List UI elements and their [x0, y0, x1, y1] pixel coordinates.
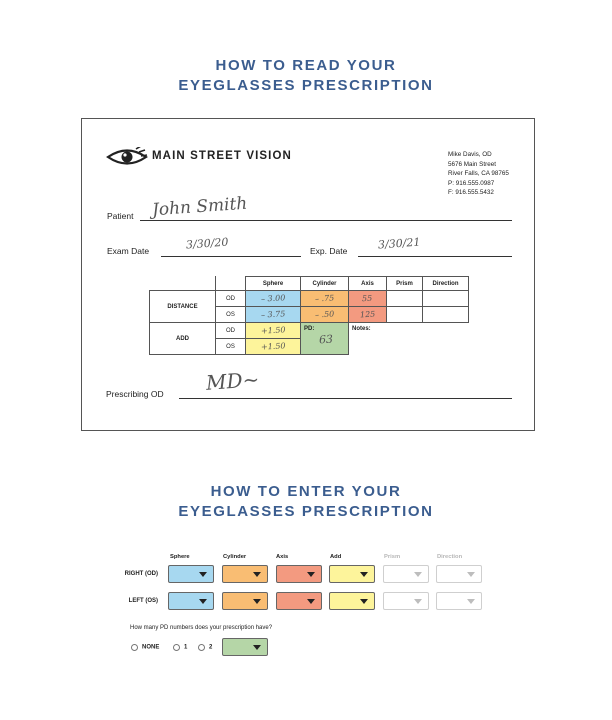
right-cylinder-select[interactable] [222, 565, 268, 583]
exam-date-label: Exam Date [107, 246, 150, 256]
enter-heading-line1: HOW TO ENTER YOUR [210, 483, 402, 500]
left-sphere-select[interactable] [168, 592, 214, 610]
exam-date-handwriting: 3/30/20 [185, 235, 229, 252]
left-add-select[interactable] [329, 592, 375, 610]
distance-os-prism [387, 307, 423, 323]
pd-select[interactable] [222, 638, 268, 656]
chevron-down-icon [467, 572, 475, 577]
exam-date-line [161, 256, 301, 257]
table-corner-eye [216, 277, 246, 291]
prescription-card [81, 118, 535, 431]
enter-prescription-heading [0, 482, 612, 522]
form-header-prism: Prism [384, 554, 401, 560]
distance-os-axis-value: 125 [359, 309, 376, 320]
distance-od-prism [387, 291, 423, 307]
doctor-street: 5676 Main Street [448, 160, 496, 168]
pd-option-none[interactable] [131, 644, 159, 651]
chevron-down-icon [253, 599, 261, 604]
pd-option-1-label: 1 [184, 644, 188, 651]
table-corner [150, 277, 216, 291]
chevron-down-icon [414, 572, 422, 577]
read-prescription-heading [0, 56, 612, 96]
distance-os-cylinder [301, 307, 349, 323]
exp-date-line [358, 256, 512, 257]
distance-od-sphere [246, 291, 301, 307]
form-header-add: Add [330, 554, 342, 560]
distance-od-cylinder-value: – .75 [314, 293, 335, 304]
doctor-name: Mike Davis, OD [448, 151, 492, 158]
chevron-down-icon [360, 572, 368, 577]
right-sphere-select[interactable] [168, 565, 214, 583]
radio-icon[interactable] [198, 644, 205, 651]
chevron-down-icon [253, 572, 261, 577]
right-add-select[interactable] [329, 565, 375, 583]
distance-od-direction [423, 291, 469, 307]
chevron-down-icon [467, 599, 475, 604]
form-header-direction: Direction [437, 554, 463, 560]
signature: MD~ [205, 367, 261, 395]
doctor-fax: F: 916.555.5432 [448, 189, 494, 197]
read-heading-line2: EYEGLASSES PRESCRIPTION [178, 77, 434, 94]
distance-os-direction [423, 307, 469, 323]
pd-label: PD: [304, 326, 315, 332]
form-header-axis: Axis [276, 554, 289, 560]
brand-name: MAIN STREET VISION [152, 150, 292, 162]
add-od-value-cell [246, 323, 301, 339]
header-sphere: Sphere [246, 277, 301, 291]
patient-line [140, 220, 512, 221]
prescribing-od-line [179, 398, 512, 399]
left-cylinder-select[interactable] [222, 592, 268, 610]
pd-option-2[interactable] [198, 644, 212, 651]
distance-os-label: OS [216, 307, 246, 323]
distance-od-axis [349, 291, 387, 307]
add-os-value: +1.50 [260, 341, 286, 352]
pd-cell [301, 323, 349, 355]
distance-label: DISTANCE [150, 291, 216, 323]
doctor-city: River Falls, CA 98765 [448, 170, 509, 178]
pd-option-1[interactable] [173, 644, 187, 651]
radio-icon[interactable] [131, 644, 138, 651]
pd-question: How many PD numbers does your prescription have? [130, 625, 273, 631]
form-header-sphere: Sphere [170, 554, 190, 560]
doctor-info [448, 150, 509, 198]
chevron-down-icon [307, 572, 315, 577]
eye-logo-icon [106, 147, 148, 167]
pd-value: 63 [318, 332, 334, 347]
header-direction: Direction [423, 277, 469, 291]
radio-icon[interactable] [173, 644, 180, 651]
chevron-down-icon [414, 599, 422, 604]
chevron-down-icon [253, 645, 261, 650]
chevron-down-icon [360, 599, 368, 604]
distance-od-label: OD [216, 291, 246, 307]
patient-label: Patient [107, 211, 134, 221]
patient-name-handwriting: John Smith [151, 193, 248, 221]
distance-os-sphere-value: – 3.75 [260, 309, 286, 320]
enter-heading-line2: EYEGLASSES PRESCRIPTION [178, 503, 434, 520]
left-os-label: LEFT (OS) [128, 598, 158, 604]
prescription-table [149, 276, 469, 355]
read-heading-line1: HOW TO READ YOUR [215, 57, 397, 74]
prescribing-od-label: Prescribing OD [106, 389, 164, 399]
distance-od-sphere-value: – 3.00 [260, 293, 286, 304]
right-direction-select[interactable] [436, 565, 482, 583]
exp-date-label: Exp. Date [310, 246, 348, 256]
distance-od-cylinder [301, 291, 349, 307]
chevron-down-icon [199, 572, 207, 577]
doctor-phone: P: 916.555.0987 [448, 179, 495, 187]
pd-option-2-label: 2 [209, 644, 213, 651]
left-axis-select[interactable] [276, 592, 322, 610]
add-od-label: OD [216, 323, 246, 339]
add-os-value-cell [246, 339, 301, 355]
header-axis: Axis [349, 277, 387, 291]
left-direction-select[interactable] [436, 592, 482, 610]
pd-option-none-label: NONE [142, 644, 160, 651]
header-prism: Prism [387, 277, 423, 291]
right-od-label: RIGHT (OD) [124, 571, 158, 577]
add-od-value: +1.50 [260, 325, 286, 336]
notes-label: Notes: [352, 326, 371, 332]
left-prism-select[interactable] [383, 592, 429, 610]
form-header-cylinder: Cylinder [223, 554, 247, 560]
distance-od-axis-value: 55 [362, 293, 373, 304]
add-label: ADD [150, 323, 216, 355]
distance-os-axis [349, 307, 387, 323]
chevron-down-icon [199, 599, 207, 604]
chevron-down-icon [307, 599, 315, 604]
header-cylinder: Cylinder [301, 277, 349, 291]
notes-cell [349, 323, 469, 355]
right-prism-select[interactable] [383, 565, 429, 583]
add-os-label: OS [216, 339, 246, 355]
right-axis-select[interactable] [276, 565, 322, 583]
exp-date-handwriting: 3/30/21 [377, 235, 421, 252]
distance-os-sphere [246, 307, 301, 323]
distance-os-cylinder-value: – .50 [314, 309, 335, 320]
